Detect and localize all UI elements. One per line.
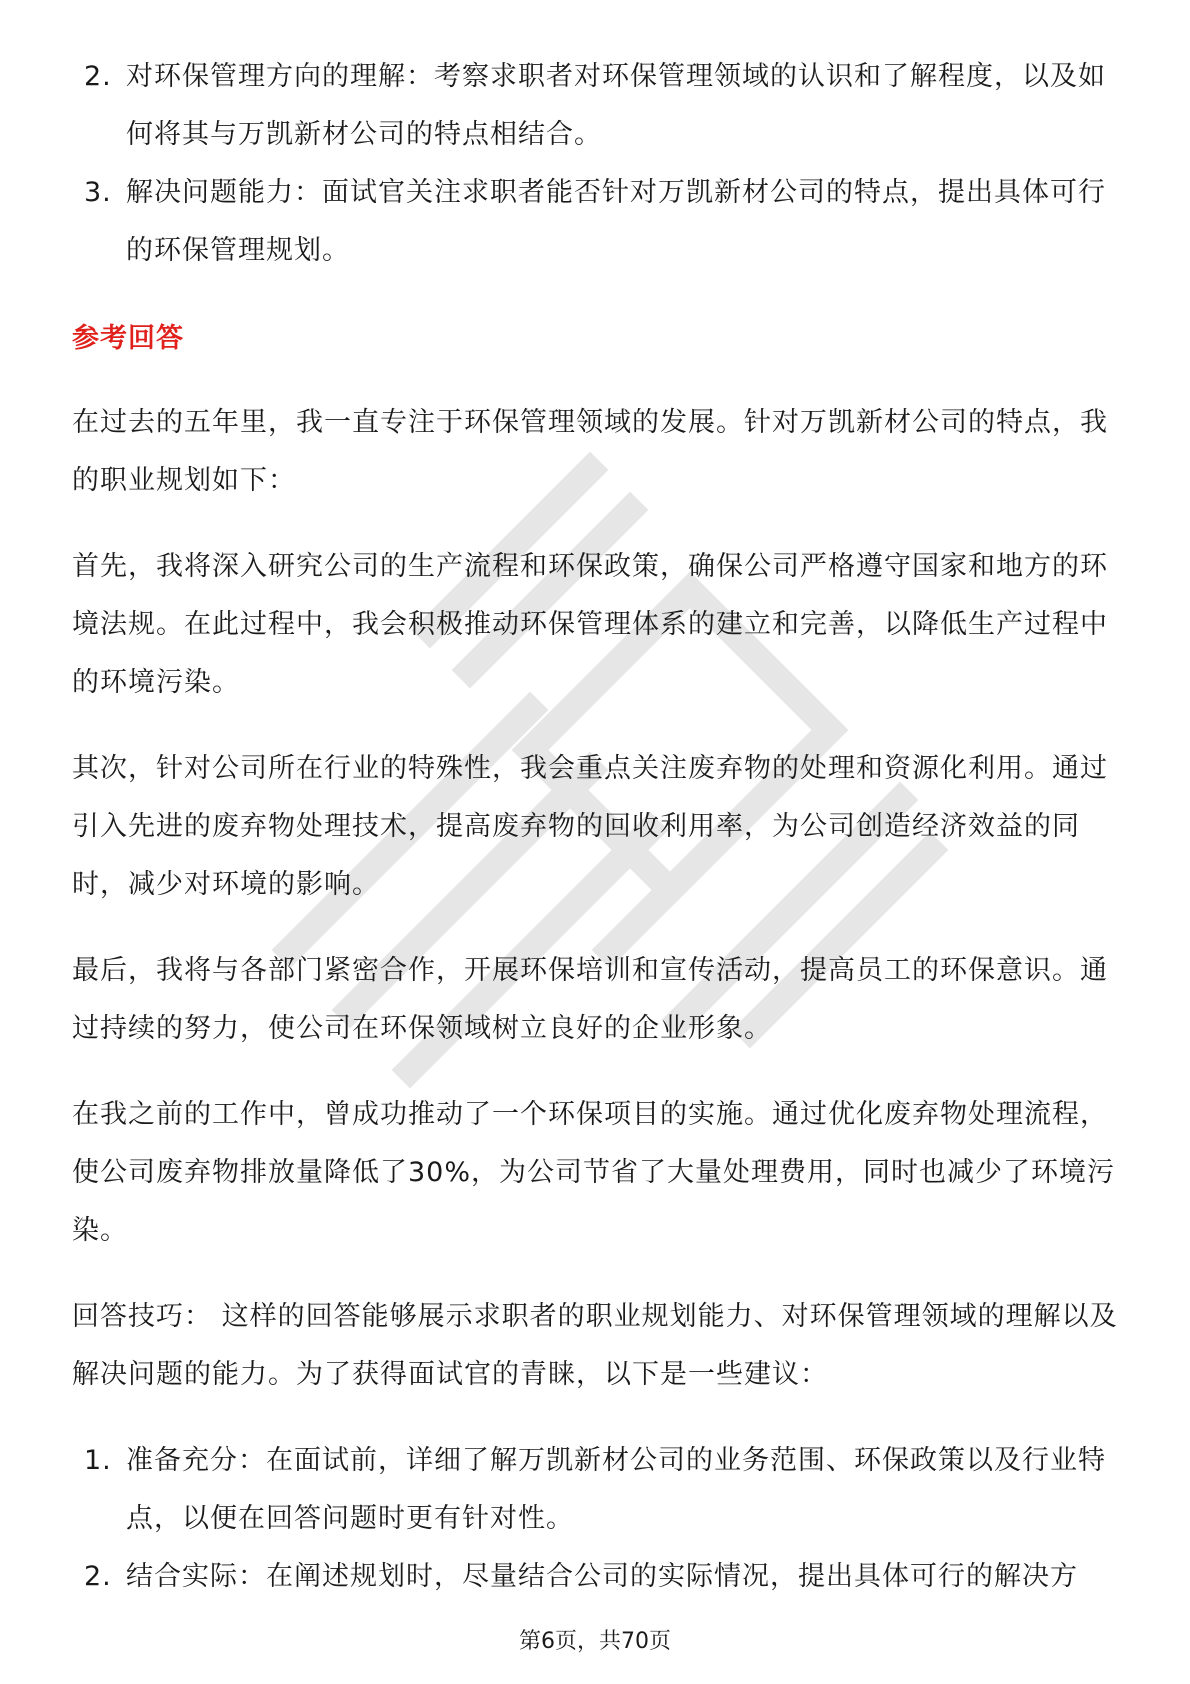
criteria-list — [72, 48, 1122, 280]
list-text: 对环保管理方向的理解：考察求职者对环保管理领域的认识和了解程度，以及如何将其与万凯新材公司的特点相结合。 — [126, 61, 1106, 150]
list-text: 解决问题能力：面试官关注求职者能否针对万凯新材公司的特点，提出具体可行的环保管理规划。 — [126, 177, 1106, 266]
list-item — [72, 48, 1122, 164]
paragraph: 首先，我将深入研究公司的生产流程和环保政策，确保公司严格遵守国家和地方的环境法规。在此过程中，我会积极推动环保管理体系的建立和完善，以降低生产过程中的环境污染。 — [72, 551, 1108, 698]
section-heading: 参考回答 — [72, 323, 184, 354]
document-body — [72, 48, 1122, 1606]
list-item — [72, 1548, 1122, 1606]
paragraph: 其次，针对公司所在行业的特殊性，我会重点关注废弃物的处理和资源化利用。通过引入先进的废弃物处理技术，提高废弃物的回收利用率，为公司创造经济效益的同时，减少对环境的影响。 — [72, 753, 1108, 900]
list-number: 2. — [84, 1561, 112, 1592]
list-number: 2. — [84, 61, 112, 92]
list-text: 结合实际：在阐述规划时，尽量结合公司的实际情况，提出具体可行的解决方 — [126, 1561, 1078, 1592]
tips-list — [72, 1432, 1122, 1606]
list-text: 准备充分：在面试前，详细了解万凯新材公司的业务范围、环保政策以及行业特点，以便在回答问题时更有针对性。 — [126, 1445, 1106, 1534]
list-number: 3. — [84, 177, 112, 208]
paragraph: 在过去的五年里，我一直专注于环保管理领域的发展。针对万凯新材公司的特点，我的职业规划如下： — [72, 407, 1108, 496]
paragraph: 回答技巧： 这样的回答能够展示求职者的职业规划能力、对环保管理领域的理解以及解决问题的能力。为了获得面试官的青睐，以下是一些建议： — [72, 1301, 1118, 1390]
list-number: 1. — [84, 1445, 112, 1476]
paragraph: 最后，我将与各部门紧密合作，开展环保培训和宣传活动，提高员工的环保意识。通过持续的努力，使公司在环保领域树立良好的企业形象。 — [72, 955, 1108, 1044]
paragraph: 在我之前的工作中，曾成功推动了一个环保项目的实施。通过优化废弃物处理流程，使公司废弃物排放量降低了30%，为公司节省了大量处理费用，同时也减少了环境污染。 — [72, 1099, 1116, 1246]
list-item — [72, 1432, 1122, 1548]
list-item — [72, 164, 1122, 280]
page-number-footer: 第6页，共70页 — [519, 1629, 671, 1654]
